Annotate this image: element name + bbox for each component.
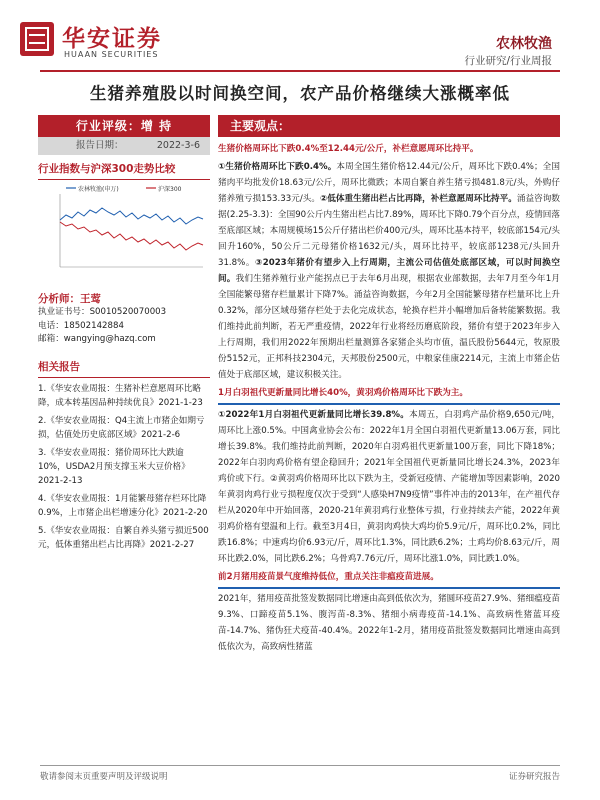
date-label: 报告日期： [76,140,124,151]
index-chart-svg [38,182,210,287]
point-body: 我们生猪养殖行业产能拐点已于去年6月出现，根据农业部数据，去年7月至今年1月全国能繁母猪存栏量累计下降7%。涌益咨询数据，今年2月全国能繁母猪存栏量环比上升0.32%，部分区域母猪存栏处于去化完成状态，轮换存栏并小幅增加后备转能繁数据。我们维持此前判断，若无严重疫情，2022年行业将经历磨底阶段，猪价有望于2023年步入上行周期，我们用2022年预期出栏量测算各家猪企头均市值，温氏股份5644元，牧原股份5152元，正邦科技2304元，天邦股份2500元，中粮家佳康2214元，主流上市猪企估值处于底部区域，建议积极关注。 [218,274,560,380]
date-value: 2022-3-6 [156,140,200,151]
footer-report-type: 证券研究报告 [508,772,560,782]
company-logo [20,22,230,64]
chart-title: 行业指数与沪深300走势比较 [38,161,210,180]
report-type: 行业研究/行业周报 [464,55,552,67]
paragraph-poultry [218,407,560,567]
footer-divider [40,765,560,766]
left-sidebar [38,115,210,552]
point-title: ①2022年1月白羽祖代更新量同比增长39.8%。 [218,410,410,420]
legend-sector: 农林牧渔(申万) [78,186,119,193]
legend-hs300: 沪深300 [158,186,182,193]
lead-highlight: 生猪价格周环比下跌0.4%至12.44元/公斤，补栏意愿周环比持平。 [218,144,479,154]
index-chart [38,182,210,287]
analyst-phone: 电话：18502142884 [38,320,124,331]
point-body: 本周五，白羽鸡产品价格9,650元/吨，周环比上涨0.5%。中国禽业协会公布：2022年1月全国白羽祖代更新量13.06万套，同比增长39.8%。我们维持此前判断，2020年白羽鸡祖代更新量100万套，同比下降18%；2022年白羽肉鸡价格有望企稳回升；2021年全国祖代更新量同比增长24.3%，2023年鸡价或下行。②黄羽鸡价格周环比以下跌为主，受新冠疫情、产能增加等因素影响，2020年黄羽肉鸡行业亏损程度仅次于受到“人感染H7N9疫情”事件冲击的2013年，在产祖代存栏从2020年中开始回落，2020-21年黄羽鸡行业整体亏损，行业持续去产能，2022年黄羽鸡价格有望温和上行。截至3月4日，黄羽肉鸡快大鸡均价5.9元/斤，周环比0.2%，同比跌16.8%；中速鸡均价6.93元/斤，周环比1.3%，同比跌6.2%；土鸡均价8.63元/斤，周环比跌2.0%，同比跌6.2%；乌骨鸡7.76元/斤，周环比涨1.0%，同比跌1.0%。 [218,410,560,564]
point-title: ②低体重生猪出栏占比再降，补栏意愿周环比持平。 [319,194,517,204]
related-report-item[interactable]: 4.《华安农业周报：1月能繁母猪存栏环比降0.9%，上市猪企出栏增速分化》2021-2-20 [38,493,208,518]
analyst-cert: 执业证书号：S0010520070003 [38,307,167,317]
point-body: 本周全国生猪价格12.44元/公斤，周环比下跌0.4%；全国猪肉平均批发价18.63元/公斤，周环比微跌；本周自繁自养生猪亏损481.8元/头，外购仔猪养殖亏损153.33元/头。 [218,162,560,204]
point-title: ③2023年猪价有望步入上行周期，主流公司估值处底部区域，可以时间换空间。 [218,258,560,284]
paragraph-vaccine: 2021年，猪用疫苗批签发数据同比增速由高到低依次为，猪圆环疫苗27.9%、猪细瘟疫苗9.3%、口蹄疫苗5.1%、腹泻苗-8.3%、猪细小病毒疫苗-14.1%、高致病性猪蓝耳疫苗-14.7%、猪伪狂犬疫苗-40.4%。2022年1-2月，猪用疫苗批签发数据同比增速由高到低依次为，高致病性猪蓝 [218,594,560,652]
logo-seal-icon [20,22,54,56]
sector-index-line [60,208,203,224]
poultry-highlight: 1月白羽祖代更新量同比增长40%，黄羽鸡价格周环比下跌为主。 [218,388,468,398]
related-report-item[interactable]: 1.《华安农业周报：生猪补栏意愿周环比略降，成本转基因品种持续优良》2021-1-23 [38,383,203,408]
related-report-item[interactable]: 5.《华安农业周报：自繁自养头猪亏损近500元，低体重猪出栏占比再降》2021-2-27 [38,525,209,550]
point-title: ①生猪价格周环比下跌0.4%。 [218,162,337,172]
paragraph-pig-price [218,159,560,383]
related-report-item[interactable]: 3.《华安农业周报：猪价周环比大跌逾10%，USDA2月预支撑玉米大豆价格》2021-2-13 [38,447,190,486]
logo-chinese-name: 华安证券 [62,26,162,52]
key-points-heading: 主要观点： [218,115,560,137]
analyst-name: 分析师：王莺 [38,293,101,305]
analyst-email: 邮箱：wangying@hazq.com [38,334,156,344]
logo-english-name: HUAAN SECURITIES [64,50,159,59]
industry-rating: 行业评级：增 持 [38,115,210,137]
sector-label: 农林牧渔 [496,36,552,52]
blue-divider [218,403,560,405]
report-title: 生猪养殖股以时间换空间，农产品价格继续大涨概率低 [90,84,510,103]
hs300-index-line [60,222,203,250]
main-content [218,115,560,655]
related-reports-title: 相关报告 [38,359,210,378]
point-body: 涌益咨询数据(2.25-3.3)：全国90公斤内生猪出栏占比7.89%，周环比下降0.79个百分点，疫情回落至底部区域；本周规模场15公斤仔猪出栏价400元/头，周环比基本持平，较底部154元/头回升160%，50公斤二元母猪价格1632元/头，周环比持平，较底部1238元/头回升31.8%。 [218,194,560,268]
report-date [38,137,210,155]
summary-section-pig [218,141,560,157]
footer-disclaimer: 敬请参阅末页重要声明及评级说明 [40,772,168,782]
vaccine-highlight: 前2月猪用疫苗景气度维持低位，重点关注非瘟疫苗进展。 [218,572,439,582]
header-divider [40,70,560,72]
blue-divider [218,587,560,589]
related-report-item[interactable]: 2.《华安农业周报：Q4主流上市猪企如期亏损，估值处历史底部区域》2021-2-6 [38,415,205,440]
